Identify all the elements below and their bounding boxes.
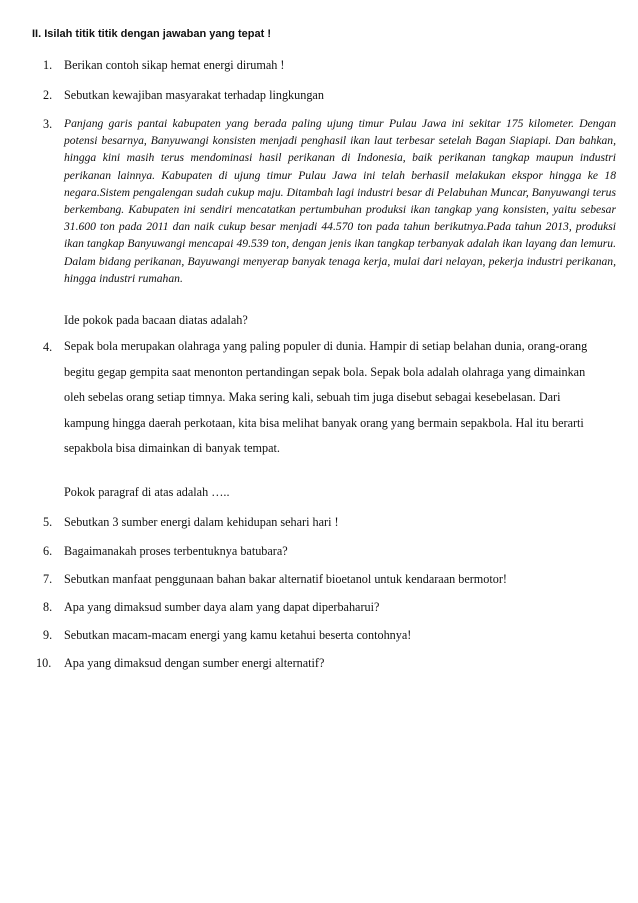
question-1-number: 1.	[43, 58, 53, 72]
question-3-passage: Panjang garis pantai kabupaten yang berada paling ujung timur Pulau Jawa ini sekitar 175 kilometer. Dengan potensi besarnya, Banyuwangi konsisten menjadi penghasil ikan laut terbesar setelah Bagan Siapiapi. Dan bahkan, hingga kini masih terus mendominasi hasil perikanan di Indonesia, baik perikanan tangkap maupun industri perikanan lainnya. Kabupaten di ujung timur Pulau Jawa ini telah berhasil melakukan ekspor hingga ke 18 negara.Sistem pengalengan sudah cukup maju. Ditambah lagi industri besar di Pelabuhan Muncar, Banyuwangi terus berkembang. Kabupaten ini sendiri mencatatkan pertumbuhan produksi ikan tangkap yang konsisten, yaitu sebesar 31.600 ton pada 2011 dan naik cukup besar menjadi 44.570 ton pada tahun berikutnya.Pada tahun 2013, produksi ikan tangkap Banyuwangi mencapai 49.539 ton, dengan jenis ikan tangkap terbanyak adalah ikan layang dan lemuru. Dalam bidang perikanan, Bayuwangi menyerap banyak tenaga kerja, mulai dari nelayan, pekerja industri perikanan, hingga industri rumahan.	[64, 117, 616, 285]
question-9-number: 9.	[43, 628, 53, 642]
question-7-number: 7.	[43, 572, 53, 586]
question-9-text: Sebutkan macam-macam energi yang kamu ketahui beserta contohnya!	[64, 628, 412, 642]
question-2-number: 2.	[43, 88, 53, 102]
question-8-number: 8.	[43, 600, 53, 614]
question-10-text: Apa yang dimaksud dengan sumber energi alternatif?	[64, 656, 325, 670]
question-6-text: Bagaimanakah proses terbentuknya batubara?	[64, 544, 288, 558]
question-7-text: Sebutkan manfaat penggunaan bahan bakar alternatif bioetanol untuk kendaraan bermotor!	[64, 572, 507, 586]
question-3-prompt: Ide pokok pada bacaan diatas adalah?	[64, 313, 248, 327]
question-5-number: 5.	[43, 515, 53, 529]
question-4-prompt: Pokok paragraf di atas adalah …..	[64, 485, 230, 499]
question-4-number: 4.	[43, 340, 53, 354]
question-8-text: Apa yang dimaksud sumber daya alam yang dapat diperbaharui?	[64, 600, 380, 614]
question-1-text: Berikan contoh sikap hemat energi dirumah !	[64, 58, 285, 72]
section-heading: II. Isilah titik titik dengan jawaban yang tepat !	[32, 28, 271, 40]
question-4-passage: Sepak bola merupakan olahraga yang paling populer di dunia. Hampir di setiap belahan dunia, orang-orang begitu gegap gempita saat menonton pertandingan sepak bola. Sepak bola adalah olahraga yang dimainkan oleh sebelas orang setiap timnya. Maka sering kali, sebuah tim juga disebut sebagai kesebelasan. Dari kampung hingga daerah perkotaan, kita bisa melihat banyak orang yang bermain sepakbola. Hal itu berarti sepakbola bisa dimainkan di banyak tempat.	[64, 339, 588, 455]
question-5-text: Sebutkan 3 sumber energi dalam kehidupan sehari hari !	[64, 515, 339, 529]
question-2-text: Sebutkan kewajiban masyarakat terhadap lingkungan	[64, 88, 324, 102]
question-10-number: 10.	[36, 656, 52, 670]
question-6-number: 6.	[43, 544, 53, 558]
question-3-number: 3.	[43, 117, 53, 131]
